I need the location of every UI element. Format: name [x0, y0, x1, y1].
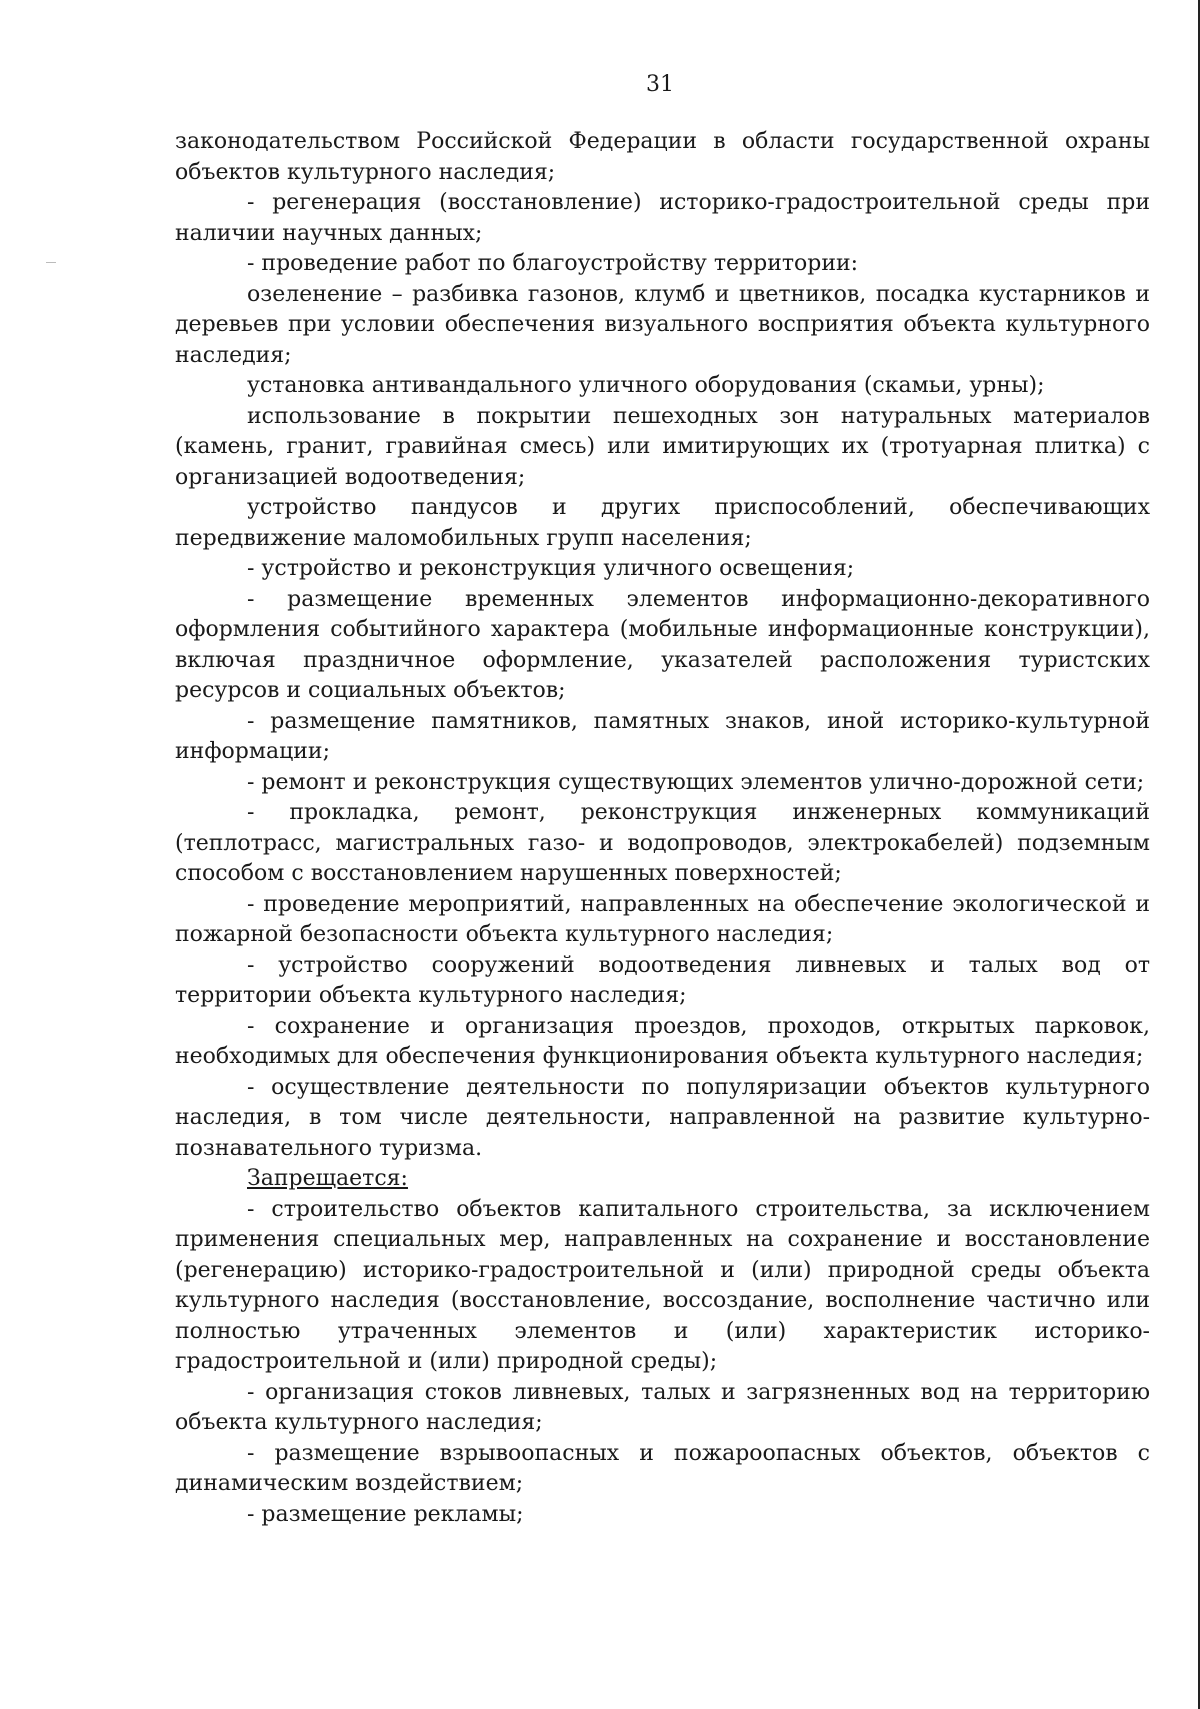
document-body	[175, 127, 1150, 1530]
page-number: 31	[646, 72, 674, 97]
paragraph: - сохранение и организация проездов, проходов, открытых парковок, необходимых для обеспечения функционирования объекта культурного наследия;	[175, 1013, 1150, 1069]
paragraph: - проведение работ по благоустройству территории:	[247, 251, 859, 276]
paragraph: - размещение взрывоопасных и пожароопасных объектов, объектов с динамическим воздействием;	[175, 1440, 1150, 1496]
paragraph: - устройство сооружений водоотведения ливневых и талых вод от территории объекта культурного наследия;	[175, 952, 1150, 1008]
paragraph: - регенерация (восстановление) историко-градостроительной среды при наличии научных данных;	[175, 190, 1150, 246]
paragraph: озеленение – разбивка газонов, клумб и цветников, посадка кустарников и деревьев при условии обеспечения визуального восприятия объекта культурного наследия;	[175, 281, 1150, 368]
paragraph: - размещение памятников, памятных знаков, иной историко-культурной информации;	[175, 708, 1150, 764]
paragraph: установка антивандального уличного оборудования (скамьи, урны);	[247, 373, 1045, 398]
paragraph: - размещение временных элементов информационно-декоративного оформления событийного характера (мобильные информационные конструкции), включая праздничное оформление, указателей расположения туристских ресурсов и социальных объектов;	[175, 586, 1150, 703]
paragraph: - проведение мероприятий, направленных на обеспечение экологической и пожарной безопасности объекта культурного наследия;	[175, 891, 1150, 947]
scan-mark	[46, 262, 56, 263]
paragraph: - размещение рекламы;	[247, 1501, 524, 1527]
section-heading: Запрещается:	[247, 1166, 408, 1191]
paragraph: законодательством Российской Федерации в области государственной охраны объектов культурного наследия;	[175, 129, 1150, 185]
paragraph: - организация стоков ливневых, талых и загрязненных вод на территорию объекта культурного наследия;	[175, 1379, 1150, 1435]
paragraph: - прокладка, ремонт, реконструкция инженерных коммуникаций (теплотрасс, магистральных газо- и водопроводов, электрокабелей) подземным способом с восстановлением нарушенных поверхностей;	[175, 800, 1150, 886]
paragraph: - ремонт и реконструкция существующих элементов улично-дорожной сети;	[247, 769, 1145, 795]
paragraph: устройство пандусов и других приспособлений, обеспечивающих передвижение маломобильных групп населения;	[175, 495, 1150, 551]
paragraph: - устройство и реконструкция уличного освещения;	[247, 556, 855, 581]
paragraph: - осуществление деятельности по популяризации объектов культурного наследия, в том числе деятельности, направленной на развитие культурно-познавательного туризма.	[175, 1074, 1150, 1161]
paragraph: использование в покрытии пешеходных зон натуральных материалов (камень, гранит, гравийная смесь) или имитирующих их (тротуарная плитка) с организацией водоотведения;	[175, 403, 1150, 490]
paragraph: - строительство объектов капитального строительства, за исключением применения специальных мер, направленных на сохранение и восстановление (регенерацию) историко-градостроительной и (или) природной среды объекта культурного наследия (восстановление, воссоздание, восполнение частично или полностью утраченных элементов и (или) характеристик историко-градостроительной и (или) природной среды);	[175, 1196, 1150, 1374]
